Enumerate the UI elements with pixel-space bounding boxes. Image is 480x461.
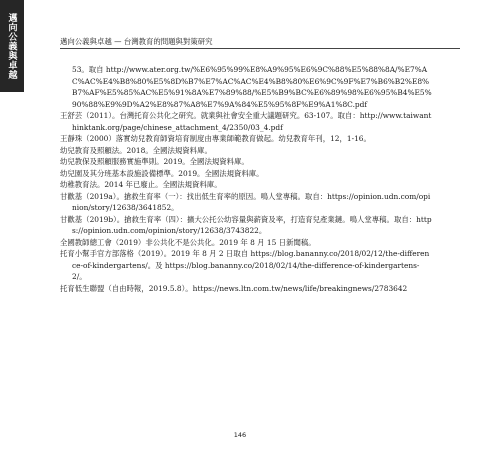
reference-entry: 全國教師總工會（2019）非公共化不是公共化。2019 年 8 月 15 日新聞稿。 bbox=[60, 237, 316, 247]
reference-entry: 王靜珠（2000）落實幼兒教育師資培育制度由專業師範教育做起。幼兒教育年刊，12，1-16。 bbox=[60, 134, 371, 143]
reference-entry: 托育低生聯盟（自由時報，2019.5.8）。https://news.ltn.com.tw/news/life/breakingnews/2783642 bbox=[60, 283, 408, 293]
reference-entry: 甘歡基（2019a）。搶救生育率（一）：找出低生育率的原因。鳴人堂專稿。取自：https://opinion.udn.com/opinion/story/12638/3641852。 bbox=[60, 191, 431, 212]
reference-entry: 幼兒教保及照顧服務實施準則。2019。全國法規資料庫。 bbox=[60, 157, 249, 166]
page-number: 146 bbox=[233, 431, 247, 439]
side-tab-label: 邁向公義與卓越 bbox=[6, 12, 17, 80]
running-header: 邁向公義與卓越 — 台灣教育的問題與對策研究 bbox=[60, 36, 460, 49]
reference-entry: 幼兒教育及照顧法。2018。全國法規資料庫。 bbox=[60, 145, 212, 155]
reference-entry: 幼稚教育法。2014 年已廢止。全國法規資料庫。 bbox=[60, 180, 222, 189]
reference-entry: 托育小幫手官方部落格（2019）。2019 年 8 月 2 日取自 https://blog.bananny.co/2018/02/12/the-difference-of-kindergartens/。及 https://blog.bananny.co/2018/02/14/the-difference-of-kindergartens-2/。 bbox=[60, 249, 430, 281]
reference-entry: 幼兒園及其分班基本設施設備標準。2019。全國法規資料庫。 bbox=[60, 168, 264, 178]
reference-entry: 王舒芸（2011）。台灣托育公共化之研究。就業與社會安全重大議題研究。63-107。取自：http://www.taiwanthinktank.org/page/chinese_attachment_4/2350/03_4.pdf bbox=[60, 111, 432, 132]
reference-entry: 53。取自 http://www.ater.org.tw/%E6%95%99%E8%A9%95%E6%9C%88%E5%88%8A/%E7%AC%AC%E4%B8%80%E5%8D%B7%E7%AC%AC%E4%B8%80%E6%9C%9F%E7%B6%B2%E8%B7%AF%E5%85%AC%E5%91%8A%E7%89%88/%E5%B9%BC%E6%89%98%E6%95%B4%E5%90%88%E9%9D%A2%E8%87%A8%E7%9A%84%E5%95%8F%E9%A1%8C.pdf bbox=[72, 65, 432, 109]
chapter-side-tab bbox=[0, 0, 24, 92]
reference-entry: 甘歡基（2019b）。搶救生育率（四）：擴大公托公幼容量與薪資及率，打造育兒產業鏈。鳴人堂專稿。取自：https://opinion.udn.com/opinion/story/12638/3743822。 bbox=[60, 214, 432, 235]
reference-list bbox=[60, 64, 432, 294]
